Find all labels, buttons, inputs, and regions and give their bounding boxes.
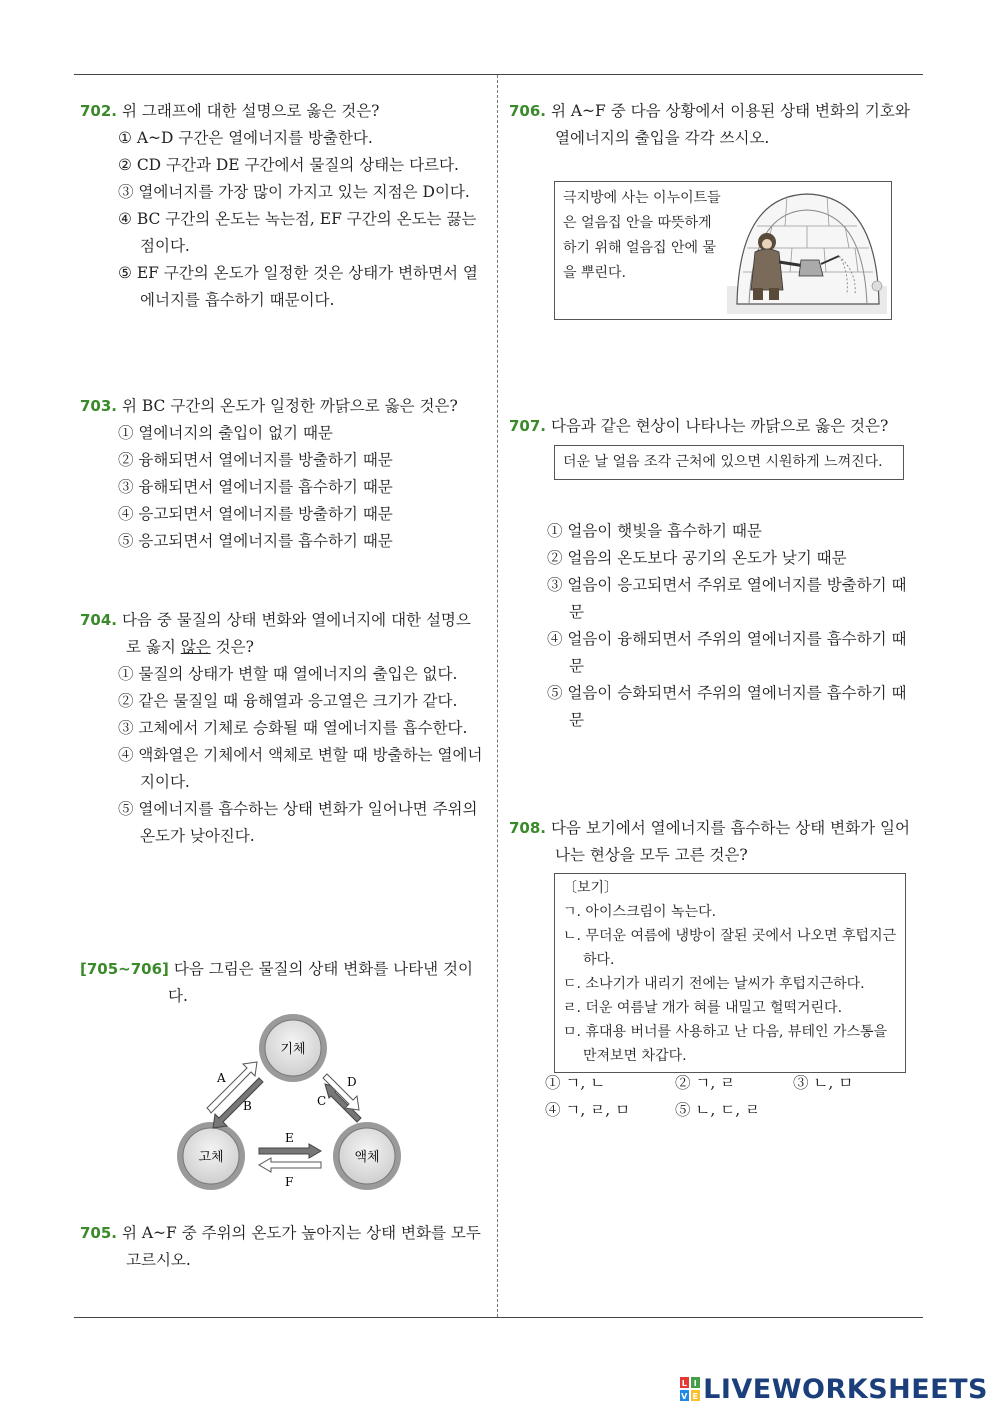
bottom-rule — [74, 1317, 923, 1318]
question-number: 703. — [80, 397, 118, 415]
scenario-text: 극지방에 사는 이누이트들은 얼음집 안을 따뜻하게 하기 위해 얼음집 안에 물을 뿌린다. — [563, 190, 721, 281]
option-5: ⑤ 열에너지를 흡수하는 상태 변화가 일어나면 주위의 온도가 낮아진다. — [118, 800, 478, 845]
option-5: ⑤ 얼음이 승화되면서 주위의 열에너지를 흡수하기 때문 — [547, 684, 907, 729]
question-number: 705. — [80, 1224, 118, 1242]
liveworksheets-badge-icon — [680, 1377, 700, 1401]
underlined-word: 않은 — [180, 638, 211, 656]
question-text: 다음 보기에서 열에너지를 흡수하는 상태 변화가 일어나는 현상을 모두 고른 것은? — [550, 819, 910, 864]
question-text: 다음 그림은 물질의 상태 변화를 나타낸 것이다. — [168, 960, 473, 1005]
example-item-2: ㄴ. 무더운 여름에 냉방이 잘된 곳에서 나오면 후텁지근하다. — [563, 928, 897, 968]
option-5: ⑤ 응고되면서 열에너지를 흡수하기 때문 — [118, 532, 393, 550]
badge-letter-e: E — [692, 1392, 699, 1401]
answer-3: ③ ㄴ, ㅁ — [793, 1074, 854, 1092]
question-text: 위 BC 구간의 온도가 일정한 까닭으로 옳은 것은? — [121, 397, 458, 415]
option-1: ① 물질의 상태가 변할 때 열에너지의 출입은 없다. — [118, 665, 458, 683]
igloo-illustration — [727, 186, 887, 314]
question-706 — [509, 98, 911, 152]
question-707 — [509, 413, 911, 440]
option-4: ④ BC 구간의 온도는 녹는점, EF 구간의 온도는 끓는점이다. — [118, 210, 477, 255]
option-4: ④ 응고되면서 열에너지를 방출하기 때문 — [118, 505, 393, 523]
question-number: 706. — [509, 102, 547, 120]
option-3: ③ 얼음이 응고되면서 주위로 열에너지를 방출하기 때문 — [547, 576, 907, 621]
answer-4: ④ ㄱ, ㄹ, ㅁ — [545, 1101, 631, 1119]
gas-label: 기체 — [280, 1042, 306, 1057]
answer-2: ② ㄱ, ㄹ — [675, 1074, 736, 1092]
solid-label: 고체 — [198, 1150, 224, 1165]
option-1: ① 열에너지의 출입이 없기 때문 — [118, 424, 333, 442]
question-range-label: [705~706] — [80, 960, 169, 978]
question-708 — [509, 815, 911, 869]
question-708-answers — [545, 1070, 905, 1124]
option-1: ① A~D 구간은 열에너지를 방출한다. — [118, 129, 373, 147]
option-4: ④ 얼음이 융해되면서 주위의 열에너지를 흡수하기 때문 — [547, 630, 907, 675]
example-box-708 — [554, 873, 906, 1073]
question-number: 707. — [509, 417, 547, 435]
liquid-label: 액체 — [354, 1150, 380, 1165]
arrow-f — [259, 1158, 321, 1172]
question-text: 다음 중 물질의 상태 변화와 열에너지에 대한 설명으로 옳지 — [121, 611, 471, 656]
question-702 — [80, 98, 485, 314]
option-3: ③ 열에너지를 가장 많이 가지고 있는 지점은 D이다. — [118, 183, 470, 201]
question-705 — [80, 1220, 485, 1274]
option-2: ② CD 구간과 DE 구간에서 물질의 상태는 다르다. — [118, 156, 459, 174]
state-change-diagram — [175, 1010, 415, 1200]
badge-letter-v: V — [681, 1392, 689, 1401]
question-number: 704. — [80, 611, 118, 629]
question-707-options — [509, 518, 911, 734]
label-c: C — [317, 1094, 327, 1108]
badge-letter-i: I — [693, 1379, 698, 1388]
liveworksheets-logo — [680, 1374, 988, 1405]
label-f: F — [285, 1175, 294, 1189]
label-b: B — [243, 1099, 252, 1113]
question-number: 702. — [80, 102, 118, 120]
brand-name: LIVEWORKSHEETS — [703, 1374, 988, 1405]
question-704: 704. 다음 중 물질의 상태 변화와 열에너지에 대한 설명으로 옳지 않은 것은? ① 물질의 상태가 변할 때 열에너지의 출입은 없다. ② 같은 물질일 때 융해열과 응고열은 크기가 같다. ③ 고체에서 기체로 승화될 때 열에너지를 흡수한다. ④ 액화열은 기체에서 액체로 변할 때 방출하는 열에너지이다. ⑤ 열에너지를 흡수하는 상태 변화가 일어나면 주위의 온도가 낮아진다. — [80, 607, 485, 850]
option-3: ③ 융해되면서 열에너지를 흡수하기 때문 — [118, 478, 393, 496]
option-4: ④ 액화열은 기체에서 액체로 변할 때 방출하는 열에너지이다. — [118, 746, 483, 791]
example-item-5: ㅁ. 휴대용 버너를 사용하고 난 다음, 뷰테인 가스통을 만져보면 차갑다. — [563, 1024, 888, 1064]
question-705-706-intro — [80, 956, 485, 1010]
label-a: A — [217, 1071, 226, 1085]
answer-5: ⑤ ㄴ, ㄷ, ㄹ — [675, 1101, 761, 1119]
label-e: E — [285, 1131, 294, 1145]
option-2: ② 같은 물질일 때 융해열과 응고열은 크기가 같다. — [118, 692, 458, 710]
column-divider — [497, 75, 498, 1317]
example-item-4: ㄹ. 더운 여름날 개가 혀를 내밀고 헐떡거린다. — [563, 1000, 843, 1016]
top-rule — [74, 74, 923, 75]
question-703 — [80, 393, 485, 555]
scenario-text: 더운 날 얼음 조각 근처에 있으면 시원하게 느껴진다. — [563, 454, 883, 470]
option-1: ① 얼음이 햇빛을 흡수하기 때문 — [547, 522, 762, 540]
example-item-3: ㄷ. 소나기가 내리기 전에는 날씨가 후텁지근하다. — [563, 976, 865, 992]
question-number: 708. — [509, 819, 547, 837]
option-5: ⑤ EF 구간의 온도가 일정한 것은 상태가 변하면서 열에너지를 흡수하기 때문이다. — [118, 264, 478, 309]
question-text: 다음과 같은 현상이 나타나는 까닭으로 옳은 것은? — [550, 417, 889, 435]
example-box-title: 〔보기〕 — [563, 880, 619, 896]
question-text: 위 A~F 중 주위의 온도가 높아지는 상태 변화를 모두 고르시오. — [121, 1224, 481, 1269]
example-item-1: ㄱ. 아이스크림이 녹는다. — [563, 904, 717, 920]
badge-letter-l: L — [681, 1379, 688, 1388]
question-text: 위 A~F 중 다음 상황에서 이용된 상태 변화의 기호와 열에너지의 출입을 각각 쓰시오. — [550, 102, 910, 147]
option-2: ② 융해되면서 열에너지를 방출하기 때문 — [118, 451, 393, 469]
question-text: 위 그래프에 대한 설명으로 옳은 것은? — [121, 102, 380, 120]
scenario-box-707 — [554, 445, 904, 480]
answer-1: ① ㄱ, ㄴ — [545, 1074, 606, 1092]
scenario-box-706 — [554, 181, 892, 320]
option-2: ② 얼음의 온도보다 공기의 온도가 낮기 때문 — [547, 549, 847, 567]
arrow-e — [259, 1144, 321, 1158]
label-d: D — [347, 1075, 357, 1089]
option-3: ③ 고체에서 기체로 승화될 때 열에너지를 흡수한다. — [118, 719, 468, 737]
